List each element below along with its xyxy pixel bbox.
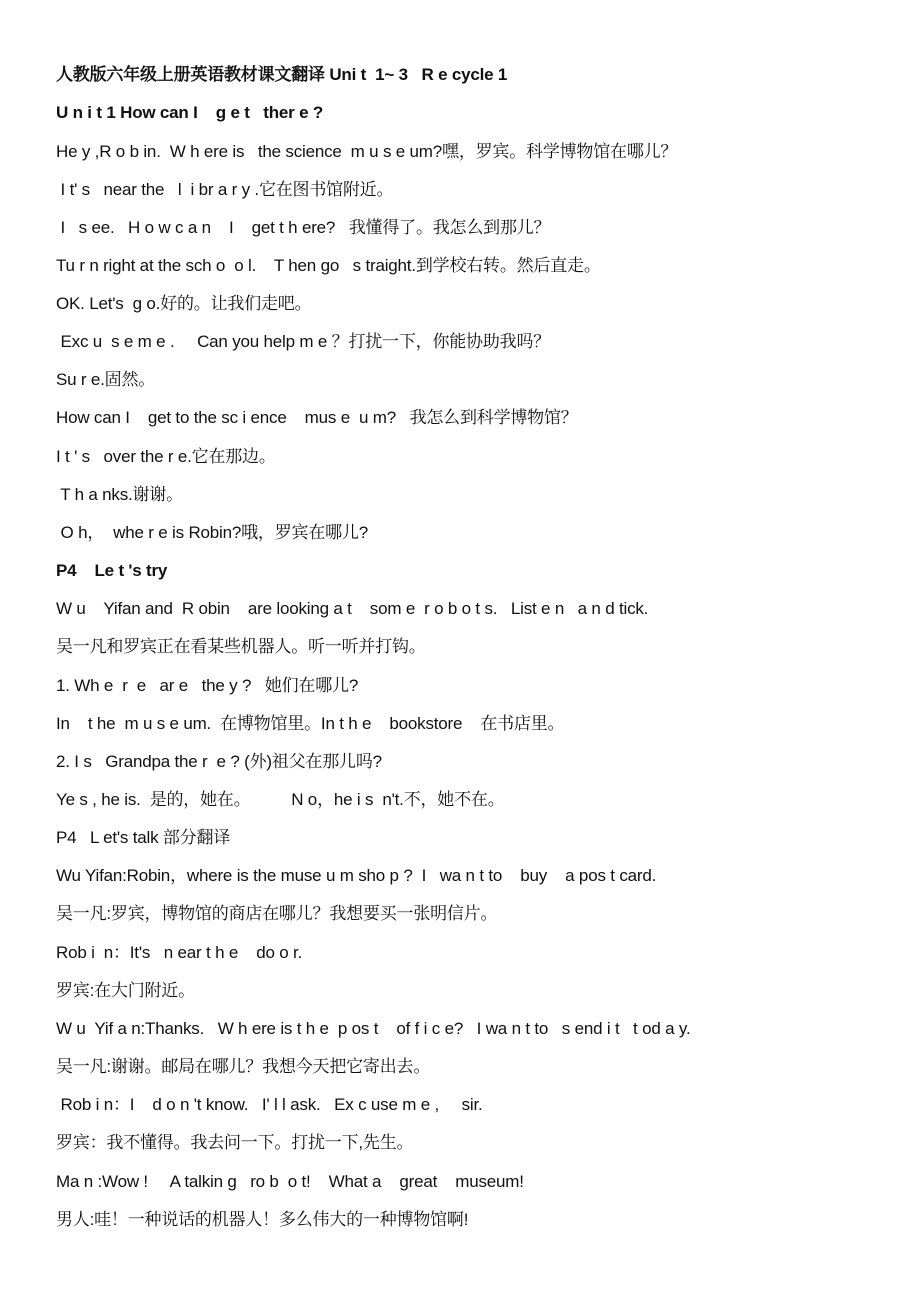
text-line: 罗宾：我不懂得。我去问一下。打扰一下,先生。	[56, 1133, 414, 1152]
text-line: He y ,R o b in. W h ere is the science m u s e um?嘿，罗宾。科学博物馆在哪儿？	[56, 142, 678, 161]
text-line: In t he m u s e um. 在博物馆里。In t h e bookstore 在书店里。	[56, 714, 565, 733]
text-line: T h a nks.谢谢。	[56, 485, 183, 504]
text-line: W u Yif a n:Thanks. W h ere is t h e p os t of f i c e? I wa n t to s end i t t od a y.	[56, 1019, 691, 1038]
text-line: 男人:哇！一种说话的机器人！多么伟大的一种博物馆啊!	[56, 1210, 469, 1229]
section-heading-lets-talk: P4 L et's talk 部分翻译	[56, 828, 231, 847]
unit-heading: U n i t 1 How can I g e t ther e ?	[56, 103, 324, 122]
text-line: 吴一凡:谢谢。邮局在哪儿？我想今天把它寄出去。	[56, 1057, 431, 1076]
text-line: Rob i n：I d o n 't know. I' l l ask. Ex c use m e , sir.	[56, 1095, 483, 1114]
text-line: Ye s , he is. 是的，她在。 N o，he i s n't.不，她不在。	[56, 790, 505, 809]
text-line: W u Yifan and R obin are looking a t som e r o b o t s. List e n a n d tick.	[56, 599, 649, 618]
text-line: I t ' s over the r e.它在那边。	[56, 447, 276, 466]
text-line: Rob i n：It's n ear t h e do o r.	[56, 943, 303, 962]
text-line: Exc u s e m e . Can you help m e ？打扰一下，你能协助我吗？	[56, 332, 551, 351]
text-line: How can I get to the sc i ence mus e u m? 我怎么到科学博物馆？	[56, 408, 578, 427]
text-line: Su r e.固然。	[56, 370, 156, 389]
text-line: Tu r n right at the sch o o l. T hen go s traight.到学校右转。然后直走。	[56, 256, 601, 275]
section-heading-lets-try: P4 Le t 's try	[56, 561, 168, 580]
text-line: Wu Yifan:Robin，where is the muse u m sho p ? I wa n t to buy a pos t card.	[56, 866, 657, 885]
document-title: 人教版六年级上册英语教材课文翻译 Uni t 1~ 3 R e cycle 1	[56, 65, 508, 84]
text-line: Ma n :Wow ! A talkin g ro b o t! What a great museum!	[56, 1172, 524, 1191]
text-line: 2. I s Grandpa the r e ? (外)祖父在那儿吗?	[56, 752, 382, 771]
text-line: 1. Wh e r e ar e the y ? 她们在哪儿?	[56, 676, 359, 695]
text-line: OK. Let's g o.好的。让我们走吧。	[56, 294, 312, 313]
text-line: I s ee. H o w c a n I get t h ere? 我懂得了。我怎么到那儿？	[56, 218, 551, 237]
text-line: 吴一凡:罗宾，博物馆的商店在哪儿？我想要买一张明信片。	[56, 904, 498, 923]
text-line: 吴一凡和罗宾正在看某些机器人。听一听并打钩。	[56, 637, 426, 656]
text-line: 罗宾:在大门附近。	[56, 981, 195, 1000]
text-line: I t' s near the l i br a r y .它在图书馆附近。	[56, 180, 394, 199]
text-line: O h， whe r e is Robin?哦，罗宾在哪儿?	[56, 523, 368, 542]
